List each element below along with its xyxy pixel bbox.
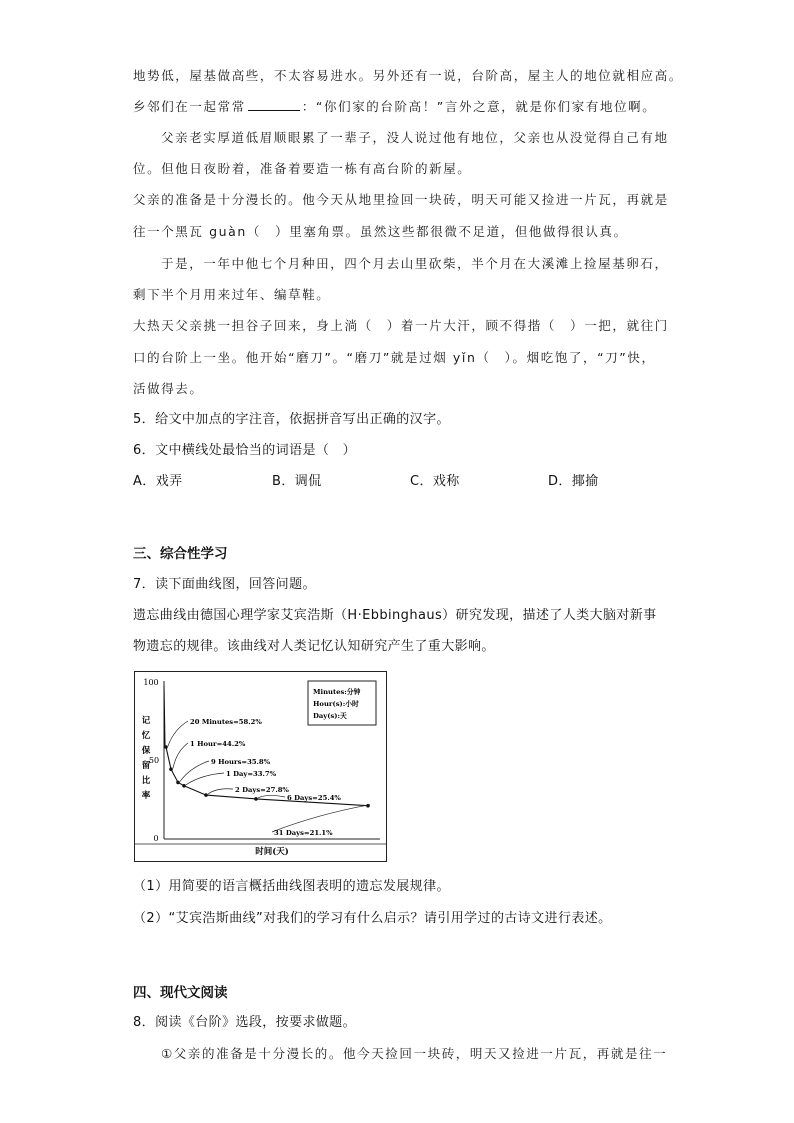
ebbinghaus-chart (134, 671, 387, 862)
data-point-label: 1 Day=33.7% (226, 770, 277, 778)
data-point-label: 1 Hour=44.2% (190, 740, 246, 748)
y-axis-label: 留 (141, 761, 151, 771)
option-a[interactable]: A．戏弄 (133, 474, 183, 489)
option-b[interactable]: B．调侃 (272, 474, 322, 489)
passage-line: 大热天父亲挑一担谷子回来，身上淌（ ）着一片大汗，顾不得揩（ ）一把，就往门 (133, 318, 669, 333)
passage-line: 位。但他日夜盼着，准备着要造一栋有高台阶的新屋。 (133, 161, 472, 176)
passage-line: 往一个黑瓦 guàn（ ）里塞角票。虽然这些都很微不足道，但他做得很认真。 (133, 224, 628, 239)
data-point-label: 9 Hours=35.8% (211, 758, 271, 766)
section-4-title: 四、现代文阅读 (133, 985, 228, 1001)
data-point (366, 804, 370, 808)
answer-blank[interactable] (248, 98, 300, 111)
passage-line: 地势低，屋基做高些，不太容易进水。另外还有一说，台阶高，屋主人的地位就相应高。 (133, 68, 683, 83)
data-point-label: 31 Days=21.1% (274, 829, 333, 837)
passage-line-part: ：“你们家的台阶高！”言外之意，就是你们家有地位啊。 (301, 99, 657, 114)
y-tick-label: 100 (143, 678, 159, 687)
y-tick-label: 0 (153, 834, 159, 843)
x-axis-label: 时间(天) (255, 847, 289, 857)
y-axis-label: 比 (141, 776, 151, 786)
passage-line: 父亲老实厚道低眉顺眼累了一辈子，没人说过他有地位，父亲也从没觉得自己有地 (161, 130, 669, 145)
data-point-label: 2 Days=27.8% (235, 786, 289, 794)
section-3-title: 三、综合性学习 (133, 546, 228, 562)
data-point (164, 745, 168, 749)
data-point (182, 784, 186, 788)
data-point (204, 793, 208, 797)
option-c[interactable]: C．戏称 (410, 474, 460, 489)
legend-entry: Day(s):天 (313, 712, 347, 720)
passage-line: 剩下半个月用来过年、编草鞋。 (133, 287, 331, 302)
legend-entry: Minutes:分钟 (313, 688, 361, 696)
data-point-label: 6 Days=25.4% (287, 794, 341, 802)
y-tick-label: 50 (148, 756, 160, 765)
y-axis-label: 忆 (141, 731, 151, 741)
data-point (176, 781, 180, 785)
question-7-intro: 遗忘曲线由德国心理学家艾宾浩斯（H·Ebbinghaus）研究发现，描述了人类大脑对新事 (133, 608, 657, 623)
passage-line: 口的台阶上一坐。他开始“磨刀”。“磨刀”就是过烟 yǐn（ ）。烟吃饱了，“刀”快， (133, 350, 656, 365)
passage-line: 于是，一年中他七个月种田，四个月去山里砍柴，半个月在大溪滩上捡屋基卵石， (161, 256, 669, 271)
data-point (169, 767, 173, 771)
passage-line (133, 97, 656, 117)
data-point-label: 20 Minutes=58.2% (190, 718, 262, 726)
passage-line: 活做得去。 (133, 381, 204, 396)
option-d[interactable]: D．揶揄 (548, 474, 599, 489)
passage-line: ①父亲的准备是十分漫长的。他今天捡回一块砖，明天又捡进一片瓦，再就是往一 (161, 1046, 668, 1061)
y-axis-label: 保 (141, 746, 151, 756)
question-5: 5．给文中加点的字注音，依据拼音写出正确的汉字。 (133, 412, 450, 427)
question-7-sub-1: （1）用简要的语言概括曲线图表明的遗忘发展规律。 (133, 879, 450, 894)
question-8: 8．阅读《台阶》选段，按要求做题。 (133, 1015, 357, 1030)
passage-line-part: 乡邻们在一起常常 (133, 99, 246, 114)
data-point (254, 797, 258, 801)
question-6: 6．文中横线处最恰当的词语是（ ） (133, 443, 357, 458)
passage-line: 父亲的准备是十分漫长的。他今天从地里捡回一块砖，明天可能又捡进一片瓦，再就是 (133, 192, 669, 207)
y-axis-label: 率 (141, 791, 151, 801)
question-7-sub-2: （2）“艾宾浩斯曲线”对我们的学习有什么启示？请引用学过的古诗文进行表述。 (133, 911, 612, 926)
question-7-intro: 物遗忘的规律。该曲线对人类记忆认知研究产生了重大影响。 (133, 639, 495, 654)
question-7: 7．读下面曲线图，回答问题。 (133, 577, 316, 592)
legend-entry: Hour(s):小时 (313, 700, 359, 708)
y-axis-label: 记 (141, 716, 151, 726)
